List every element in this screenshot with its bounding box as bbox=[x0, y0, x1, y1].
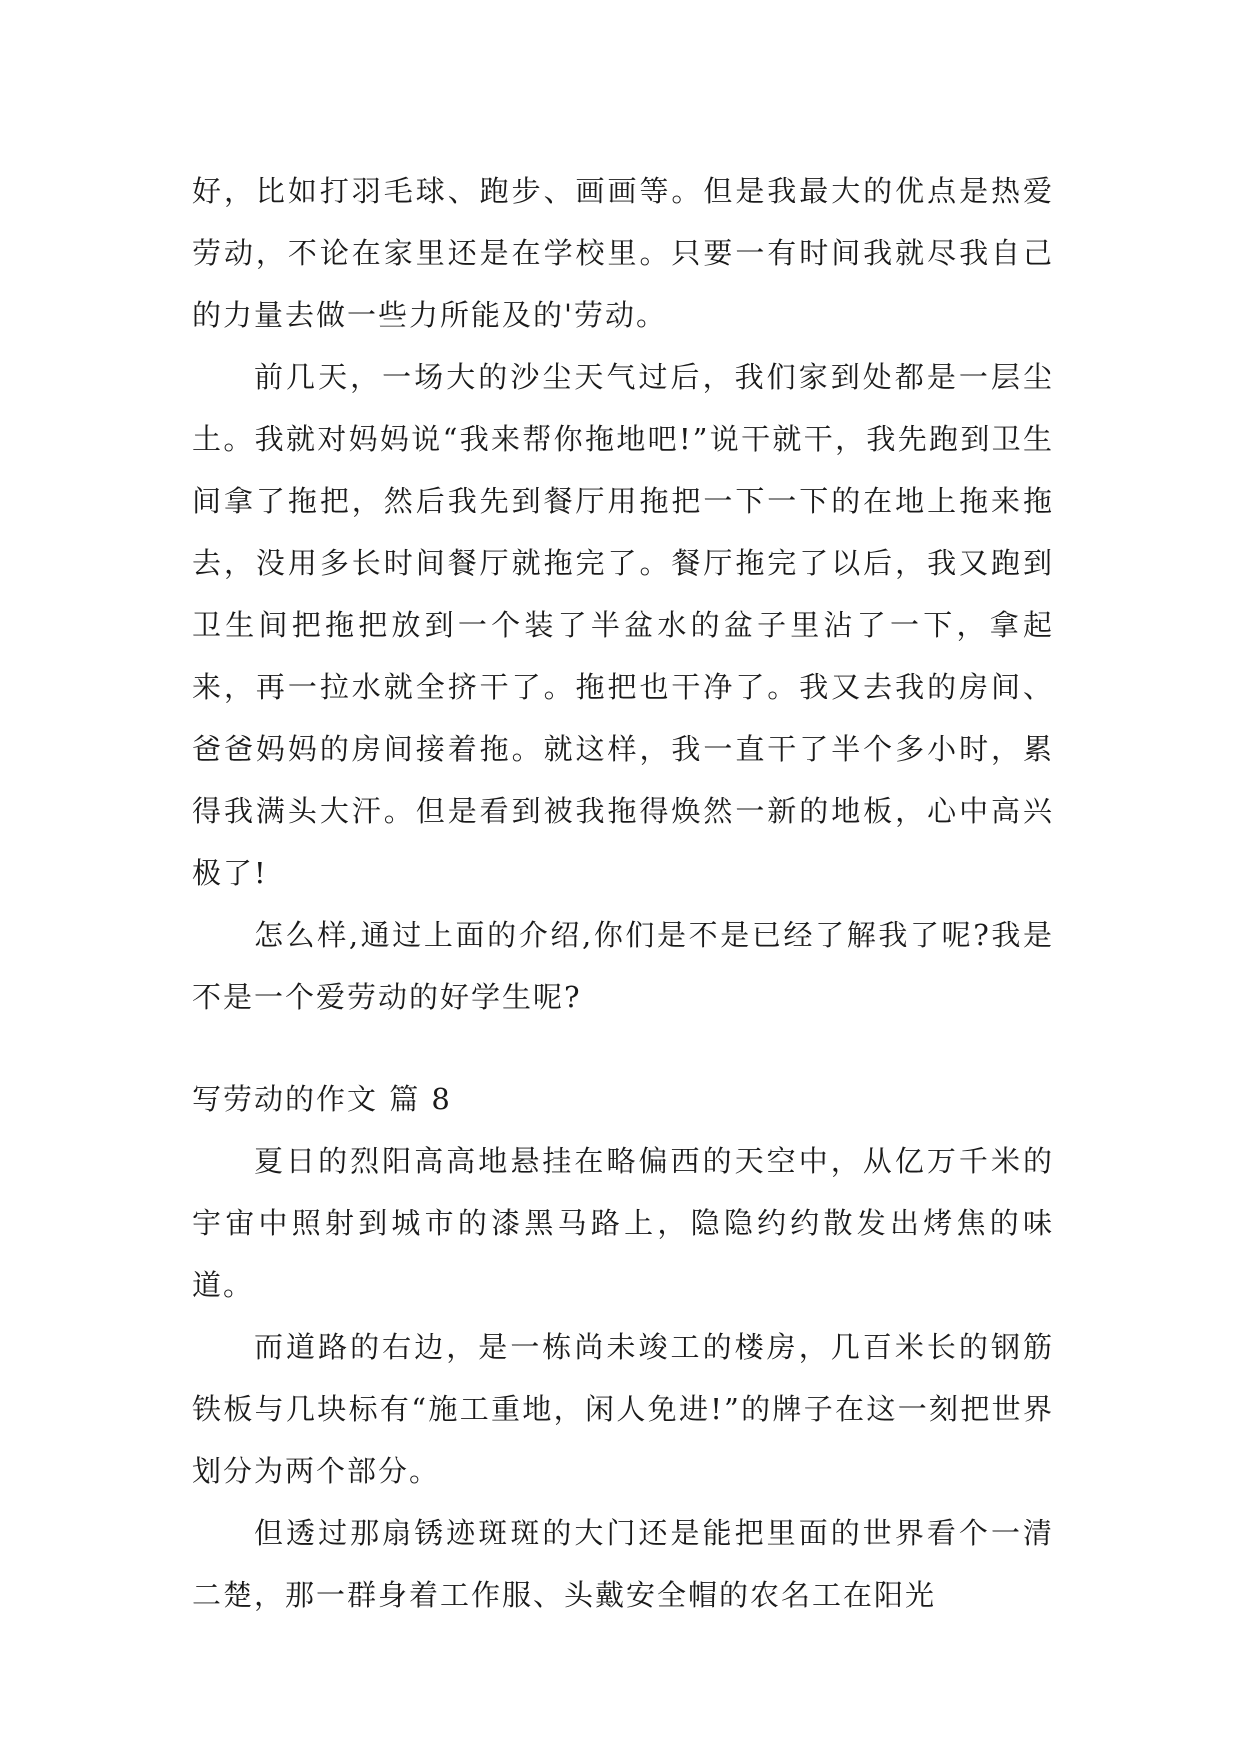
section-heading: 写劳动的作文 篇 8 bbox=[192, 1082, 452, 1116]
paragraph-2: 前几天，一场大的沙尘天气过后，我们家到处都是一层尘土。我就对妈妈说“我来帮你拖地吧!”说干就干，我先跑到卫生间拿了拖把，然后我先到餐厅用拖把一下一下的在地上拖来拖去，没用多长时间餐厅就拖完了。餐厅拖完了以后，我又跑到卫生间把拖把放到一个装了半盆水的盆子里沾了一下，拿起来，再一拉水就全挤干了。拖把也干净了。我又去我的房间、爸爸妈妈的房间接着拖。就这样，我一直干了半个多小时，累得我满头大汗。但是看到被我拖得焕然一新的地板，心中高兴极了! bbox=[192, 360, 1054, 890]
paragraph-3: 怎么样,通过上面的介绍,你们是不是已经了解我了呢?我是不是一个爱劳动的好学生呢? bbox=[192, 918, 1054, 1014]
section-paragraph-3: 但透过那扇锈迹斑斑的大门还是能把里面的世界看个一清二楚，那一群身着工作服、头戴安全帽的农名工在阳光 bbox=[192, 1516, 1054, 1612]
section-paragraph-1: 夏日的烈阳高高地悬挂在略偏西的天空中，从亿万千米的宇宙中照射到城市的漆黑马路上，隐隐约约散发出烤焦的味道。 bbox=[192, 1144, 1054, 1302]
paragraph-1: 好，比如打羽毛球、跑步、画画等。但是我最大的优点是热爱劳动，不论在家里还是在学校里。只要一有时间我就尽我自己的力量去做一些力所能及的'劳动。 bbox=[192, 174, 1054, 332]
section-paragraph-2: 而道路的右边，是一栋尚未竣工的楼房，几百米长的钢筋铁板与几块标有“施工重地，闲人免进!”的牌子在这一刻把世界划分为两个部分。 bbox=[192, 1330, 1054, 1488]
text-column bbox=[192, 160, 1054, 1626]
